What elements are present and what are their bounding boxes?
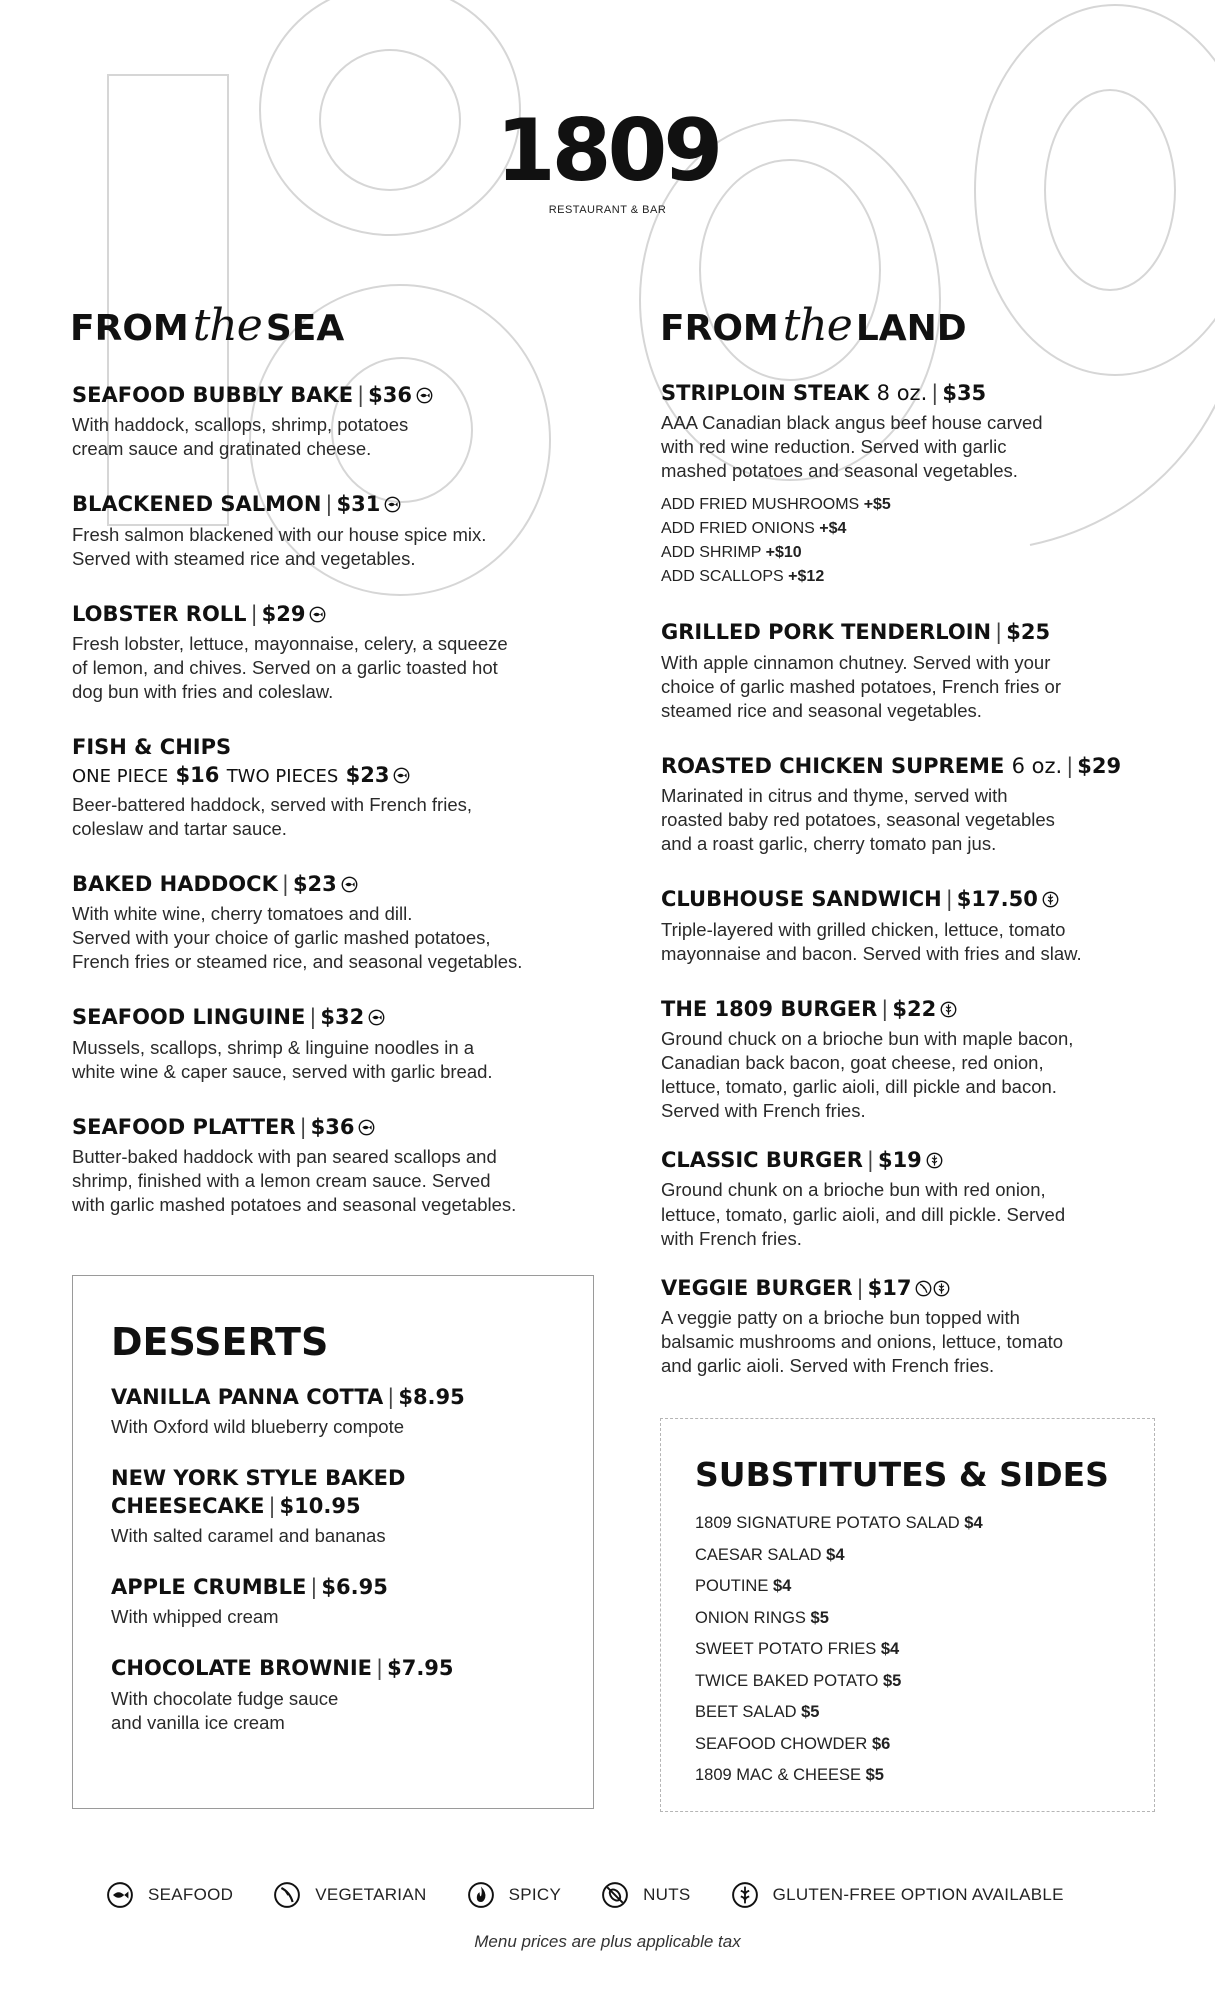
menu-item: [661, 886, 1161, 965]
desc-line: dog bun with fries and coleslaw.: [72, 681, 334, 703]
menu-item: [661, 996, 1161, 1123]
seafood-icon: [106, 1881, 134, 1909]
desc-line: with garlic mashed potatoes and seasonal vegetables.: [72, 1194, 517, 1216]
addon-price: +$10: [765, 544, 802, 562]
desc-line: Served with your choice of garlic mashed potatoes,: [72, 927, 491, 949]
desc-line: of lemon, and chives. Served on a garlic toasted hot: [72, 657, 498, 679]
menu-item: [72, 601, 612, 704]
menu-item: [661, 753, 1161, 856]
logo-subtitle: RESTAURANT & BAR: [548, 204, 667, 216]
item-price: $25: [1006, 620, 1051, 645]
item-title: NEW YORK STYLE BAKED CHEESECAKE | $10.95: [111, 1466, 406, 1518]
desc-line: mashed potatoes and seasonal vegetables.: [661, 460, 1018, 482]
menu-item: [661, 380, 1161, 589]
desc-line: With chocolate fudge sauce: [111, 1687, 339, 1709]
desc-line: With white wine, cherry tomatoes and dill.: [72, 903, 413, 925]
option-label: ONE PIECE: [72, 765, 169, 787]
desc-line: steamed rice and seasonal vegetables.: [661, 699, 982, 721]
item-description: [72, 793, 612, 841]
side-item: [695, 1760, 1120, 1792]
item-price: $22: [892, 996, 937, 1021]
item-description: [661, 784, 1161, 856]
legend-label: VEGETARIAN: [315, 1885, 427, 1904]
menu-item: [661, 1275, 1161, 1378]
side-price: $5: [865, 1766, 884, 1784]
item-description: [72, 632, 612, 704]
addon-price: +$4: [819, 520, 847, 538]
item-title: ROASTED CHICKEN SUPREME 6 oz. | $29: [661, 753, 1122, 778]
desc-line: Ground chunk on a brioche bun with red onion,: [661, 1179, 1046, 1201]
gluten-free-icon: [731, 1881, 759, 1909]
item-description: [661, 1306, 1161, 1378]
desc-line: Served with French fries.: [661, 1100, 866, 1122]
item-price: $29: [261, 601, 306, 626]
addon-item: [661, 565, 1161, 589]
menu-item: [72, 1114, 612, 1217]
seafood-icon: [341, 876, 358, 893]
addon-price: +$5: [863, 496, 891, 514]
vegetarian-icon: [273, 1881, 301, 1909]
item-description: [72, 413, 612, 461]
item-price: $17: [867, 1275, 912, 1300]
land-menu: [661, 380, 1161, 1408]
side-item: [695, 1603, 1120, 1635]
legend-label: SEAFOOD: [148, 1885, 234, 1904]
item-name: LOBSTER ROLL: [72, 601, 247, 626]
item-price: $7.95: [387, 1656, 454, 1681]
dessert-item: [111, 1465, 555, 1548]
legend-label: SPICY: [508, 1885, 562, 1904]
item-name: CLASSIC BURGER: [661, 1148, 863, 1173]
land-heading-suffix: LAND: [855, 308, 967, 349]
item-title: LOBSTER ROLL | $29: [72, 601, 612, 628]
desc-line: choice of garlic mashed potatoes, French fries or: [661, 675, 1061, 697]
side-item: [695, 1508, 1120, 1540]
item-description: [111, 1524, 555, 1548]
desc-line: roasted baby red potatoes, seasonal vegetables: [661, 809, 1055, 831]
item-description: [111, 1687, 555, 1735]
desc-line: coleslaw and tartar sauce.: [72, 817, 287, 839]
item-title: VEGGIE BURGER | $17: [661, 1275, 1161, 1302]
item-title: SEAFOOD PLATTER | $36: [72, 1114, 612, 1141]
desserts-title: DESSERTS: [111, 1320, 329, 1364]
desc-line: Marinated in citrus and thyme, served with: [661, 785, 1008, 807]
item-size: 6 oz.: [1011, 753, 1063, 778]
desc-line: Ground chuck on a brioche bun with maple bacon,: [661, 1028, 1074, 1049]
item-description: [111, 1415, 555, 1439]
dessert-item: [111, 1384, 555, 1439]
addon-item: [661, 541, 1161, 565]
item-price: $23: [292, 871, 337, 896]
side-label: 1809 MAC & CHEESE: [695, 1766, 861, 1784]
option-label: TWO PIECES: [226, 765, 339, 787]
item-title: CLASSIC BURGER | $19: [661, 1147, 1161, 1174]
sea-heading-script: the: [192, 300, 262, 351]
item-name: VANILLA PANNA COTTA: [111, 1385, 384, 1409]
gluten-free-icon: [933, 1280, 950, 1297]
menu-item: [661, 619, 1161, 722]
side-label: 1809 SIGNATURE POTATO SALAD: [695, 1514, 960, 1532]
side-price: $4: [964, 1514, 983, 1532]
side-price: $5: [882, 1671, 902, 1690]
nuts-icon: [601, 1881, 629, 1909]
seafood-icon: [358, 1119, 375, 1136]
addon-item: [661, 493, 1161, 517]
item-name: SEAFOOD PLATTER: [72, 1114, 296, 1139]
desc-line: Mussels, scallops, shrimp & linguine noodles in a: [72, 1036, 475, 1058]
desc-line: Fresh lobster, lettuce, mayonnaise, celery, a squeeze: [72, 633, 508, 655]
desc-line: and a roast garlic, cherry tomato pan jus.: [661, 833, 997, 855]
item-description: [661, 651, 1161, 723]
desc-line: Canadian back bacon, goat cheese, red onion,: [661, 1052, 1044, 1074]
item-name: CHOCOLATE BROWNIE: [111, 1656, 373, 1681]
seafood-icon: [368, 1009, 385, 1026]
seafood-icon: [384, 496, 401, 513]
sea-menu: [72, 382, 612, 1247]
desc-line: Butter-baked haddock with pan seared scallops and: [72, 1146, 497, 1168]
desc-line: mayonnaise and bacon. Served with fries and slaw.: [661, 942, 1082, 964]
desc-line: Fresh salmon blackened with our house spice mix.: [72, 523, 487, 545]
item-size: 8 oz.: [876, 381, 928, 405]
desc-line: white wine & caper sauce, served with garlic bread.: [72, 1060, 493, 1082]
desc-line: With apple cinnamon chutney. Served with your: [661, 651, 1051, 673]
item-description: [661, 1027, 1161, 1123]
desc-line: Beer-battered haddock, served with French fries,: [72, 793, 472, 815]
side-price: $6: [871, 1734, 891, 1753]
seafood-icon: [416, 387, 433, 404]
desc-line: French fries or steamed rice, and seasonal vegetables.: [72, 951, 523, 973]
desc-line: Served with steamed rice and vegetables.: [72, 547, 416, 569]
sides-title: SUBSTITUTES & SIDES: [695, 1455, 1109, 1494]
gluten-free-icon: [940, 1001, 957, 1018]
desc-line: with French fries.: [661, 1227, 802, 1249]
desc-line: A veggie patty on a brioche bun topped with: [661, 1306, 1020, 1328]
tax-footnote: Menu prices are plus applicable tax: [474, 1932, 741, 1951]
option-price: $23: [345, 762, 390, 787]
addon-label: ADD SHRIMP: [661, 544, 762, 562]
spicy-icon: [467, 1881, 495, 1909]
desc-line: With Oxford wild blueberry compote: [111, 1416, 405, 1438]
item-name: BAKED HADDOCK: [72, 871, 278, 896]
logo: [0, 101, 1215, 216]
menu-item: [72, 871, 612, 974]
item-description: [661, 1178, 1161, 1250]
logo-wordmark: 1809: [495, 101, 720, 201]
menu-item: [661, 1147, 1161, 1250]
item-name: SEAFOOD LINGUINE: [72, 1005, 306, 1030]
side-item: [695, 1697, 1120, 1729]
legend-label: GLUTEN-FREE OPTION AVAILABLE: [772, 1885, 1064, 1904]
land-heading-script: the: [782, 300, 852, 351]
item-price: $19: [877, 1148, 922, 1173]
desc-line: Triple-layered with grilled chicken, lettuce, tomato: [661, 918, 1066, 940]
addon-list: [661, 493, 1161, 589]
side-label: TWICE BAKED POTATO: [695, 1671, 879, 1690]
item-title: STRIPLOIN STEAK 8 oz. | $35: [661, 381, 987, 405]
item-name: THE 1809 BURGER: [661, 996, 878, 1021]
addon-price: +$12: [788, 568, 825, 586]
desc-line: AAA Canadian black angus beef house carved: [661, 412, 1043, 434]
desserts-box: [72, 1275, 594, 1809]
item-name: STRIPLOIN STEAK: [661, 381, 870, 405]
desc-line: lettuce, tomato, garlic aioli, dill pickle and bacon.: [661, 1076, 1057, 1098]
item-title: SEAFOOD BUBBLY BAKE | $36: [72, 382, 612, 409]
legend-item: [106, 1881, 233, 1909]
item-name: ROASTED CHICKEN SUPREME: [661, 753, 1005, 778]
item-title: CHOCOLATE BROWNIE | $7.95: [111, 1656, 454, 1681]
sea-heading-prefix: FROM: [70, 308, 189, 349]
item-name: BLACKENED SALMON: [72, 492, 322, 517]
side-item: [695, 1729, 1120, 1761]
menu-item: [72, 491, 612, 570]
side-label: ONION RINGS: [695, 1608, 806, 1627]
item-title: APPLE CRUMBLE | $6.95: [111, 1574, 388, 1599]
land-heading: [660, 300, 967, 351]
side-item: [695, 1666, 1120, 1698]
item-name: FISH & CHIPS: [72, 735, 232, 760]
side-label: SWEET POTATO FRIES: [695, 1640, 877, 1658]
sea-heading-suffix: SEA: [265, 308, 345, 349]
dessert-item: [111, 1655, 555, 1734]
addon-label: ADD FRIED MUSHROOMS: [661, 496, 860, 514]
legend-item: [273, 1881, 426, 1909]
desc-line: With haddock, scallops, shrimp, potatoes: [72, 414, 409, 436]
item-title: VANILLA PANNA COTTA | $8.95: [111, 1385, 465, 1409]
item-price: $35: [942, 381, 987, 405]
item-price: $8.95: [398, 1385, 465, 1409]
side-label: BEET SALAD: [695, 1703, 802, 1721]
side-label: CAESAR SALAD: [695, 1545, 822, 1564]
desc-line: balsamic mushrooms and onions, lettuce, tomato: [661, 1330, 1064, 1352]
seafood-icon: [393, 767, 410, 784]
item-description: [661, 411, 1161, 483]
desc-line: and vanilla ice cream: [111, 1711, 285, 1733]
side-label: SEAFOOD CHOWDER: [695, 1734, 868, 1753]
side-price: $4: [772, 1577, 792, 1595]
desc-line: and garlic aioli. Served with French fries.: [661, 1355, 995, 1377]
legend-item: [601, 1881, 690, 1909]
item-price: $36: [310, 1114, 355, 1139]
desc-line: With salted caramel and bananas: [111, 1524, 386, 1546]
item-price: $31: [336, 492, 381, 517]
item-name: APPLE CRUMBLE: [111, 1574, 307, 1599]
item-description: [661, 918, 1161, 966]
seafood-icon: [309, 606, 326, 623]
item-price: $6.95: [321, 1574, 388, 1599]
item-options: [72, 762, 612, 789]
desc-line: shrimp, finished with a lemon cream sauce. Served: [72, 1170, 491, 1192]
desc-line: lettuce, tomato, garlic aioli, and dill pickle. Served: [661, 1203, 1066, 1225]
item-description: [72, 1036, 612, 1084]
side-price: $5: [801, 1703, 820, 1721]
dessert-item: [111, 1574, 555, 1629]
side-item: [695, 1540, 1120, 1572]
side-item: [695, 1634, 1120, 1666]
item-name: SEAFOOD BUBBLY BAKE: [72, 383, 354, 407]
item-name: GRILLED PORK TENDERLOIN: [661, 620, 992, 645]
item-title: GRILLED PORK TENDERLOIN | $25: [661, 620, 1051, 645]
menu-item: [72, 382, 612, 461]
item-price: $10.95: [279, 1493, 361, 1518]
item-price: $36: [368, 383, 413, 407]
legend-label: NUTS: [643, 1885, 691, 1904]
desc-line: With whipped cream: [111, 1606, 279, 1628]
item-name: CLUBHOUSE SANDWICH: [661, 887, 942, 912]
vegetarian-icon: [915, 1280, 932, 1297]
item-price: $29: [1077, 753, 1122, 778]
item-price: $32: [320, 1005, 365, 1030]
item-description: [111, 1605, 555, 1629]
menu-item: [72, 734, 612, 841]
menu-item: [72, 1004, 612, 1083]
side-price: $5: [810, 1608, 829, 1627]
side-item: [695, 1571, 1120, 1603]
side-price: $4: [880, 1640, 900, 1658]
side-price: $4: [826, 1545, 845, 1564]
legend-item: [731, 1881, 1064, 1909]
desc-line: cream sauce and gratinated cheese.: [72, 438, 372, 460]
desc-line: with red wine reduction. Served with garlic: [661, 436, 1007, 458]
sea-heading: [70, 300, 344, 351]
icon-legend: [106, 1881, 1104, 1909]
addon-item: [661, 517, 1161, 541]
item-description: [72, 1145, 612, 1217]
side-label: POUTINE: [695, 1577, 769, 1595]
item-description: [72, 902, 612, 974]
gluten-free-icon: [926, 1152, 943, 1169]
item-title: CLUBHOUSE SANDWICH | $17.50: [661, 886, 1161, 913]
sides-box: [660, 1418, 1155, 1812]
gluten-free-icon: [1042, 891, 1059, 908]
item-title: BLACKENED SALMON | $31: [72, 491, 612, 518]
legend-item: [467, 1881, 562, 1909]
option-price: $16: [175, 762, 220, 787]
addon-label: ADD SCALLOPS: [661, 568, 784, 586]
addon-label: ADD FRIED ONIONS: [661, 520, 815, 538]
item-title: THE 1809 BURGER | $22: [661, 996, 1161, 1023]
item-name: VEGGIE BURGER: [661, 1275, 853, 1300]
item-name: NEW YORK STYLE BAKED CHEESECAKE: [111, 1466, 406, 1518]
item-title: [72, 734, 612, 761]
item-title: SEAFOOD LINGUINE | $32: [72, 1004, 612, 1031]
item-description: [72, 523, 612, 571]
item-title: BAKED HADDOCK | $23: [72, 871, 612, 898]
land-heading-prefix: FROM: [660, 308, 779, 349]
item-price: $17.50: [956, 887, 1038, 912]
